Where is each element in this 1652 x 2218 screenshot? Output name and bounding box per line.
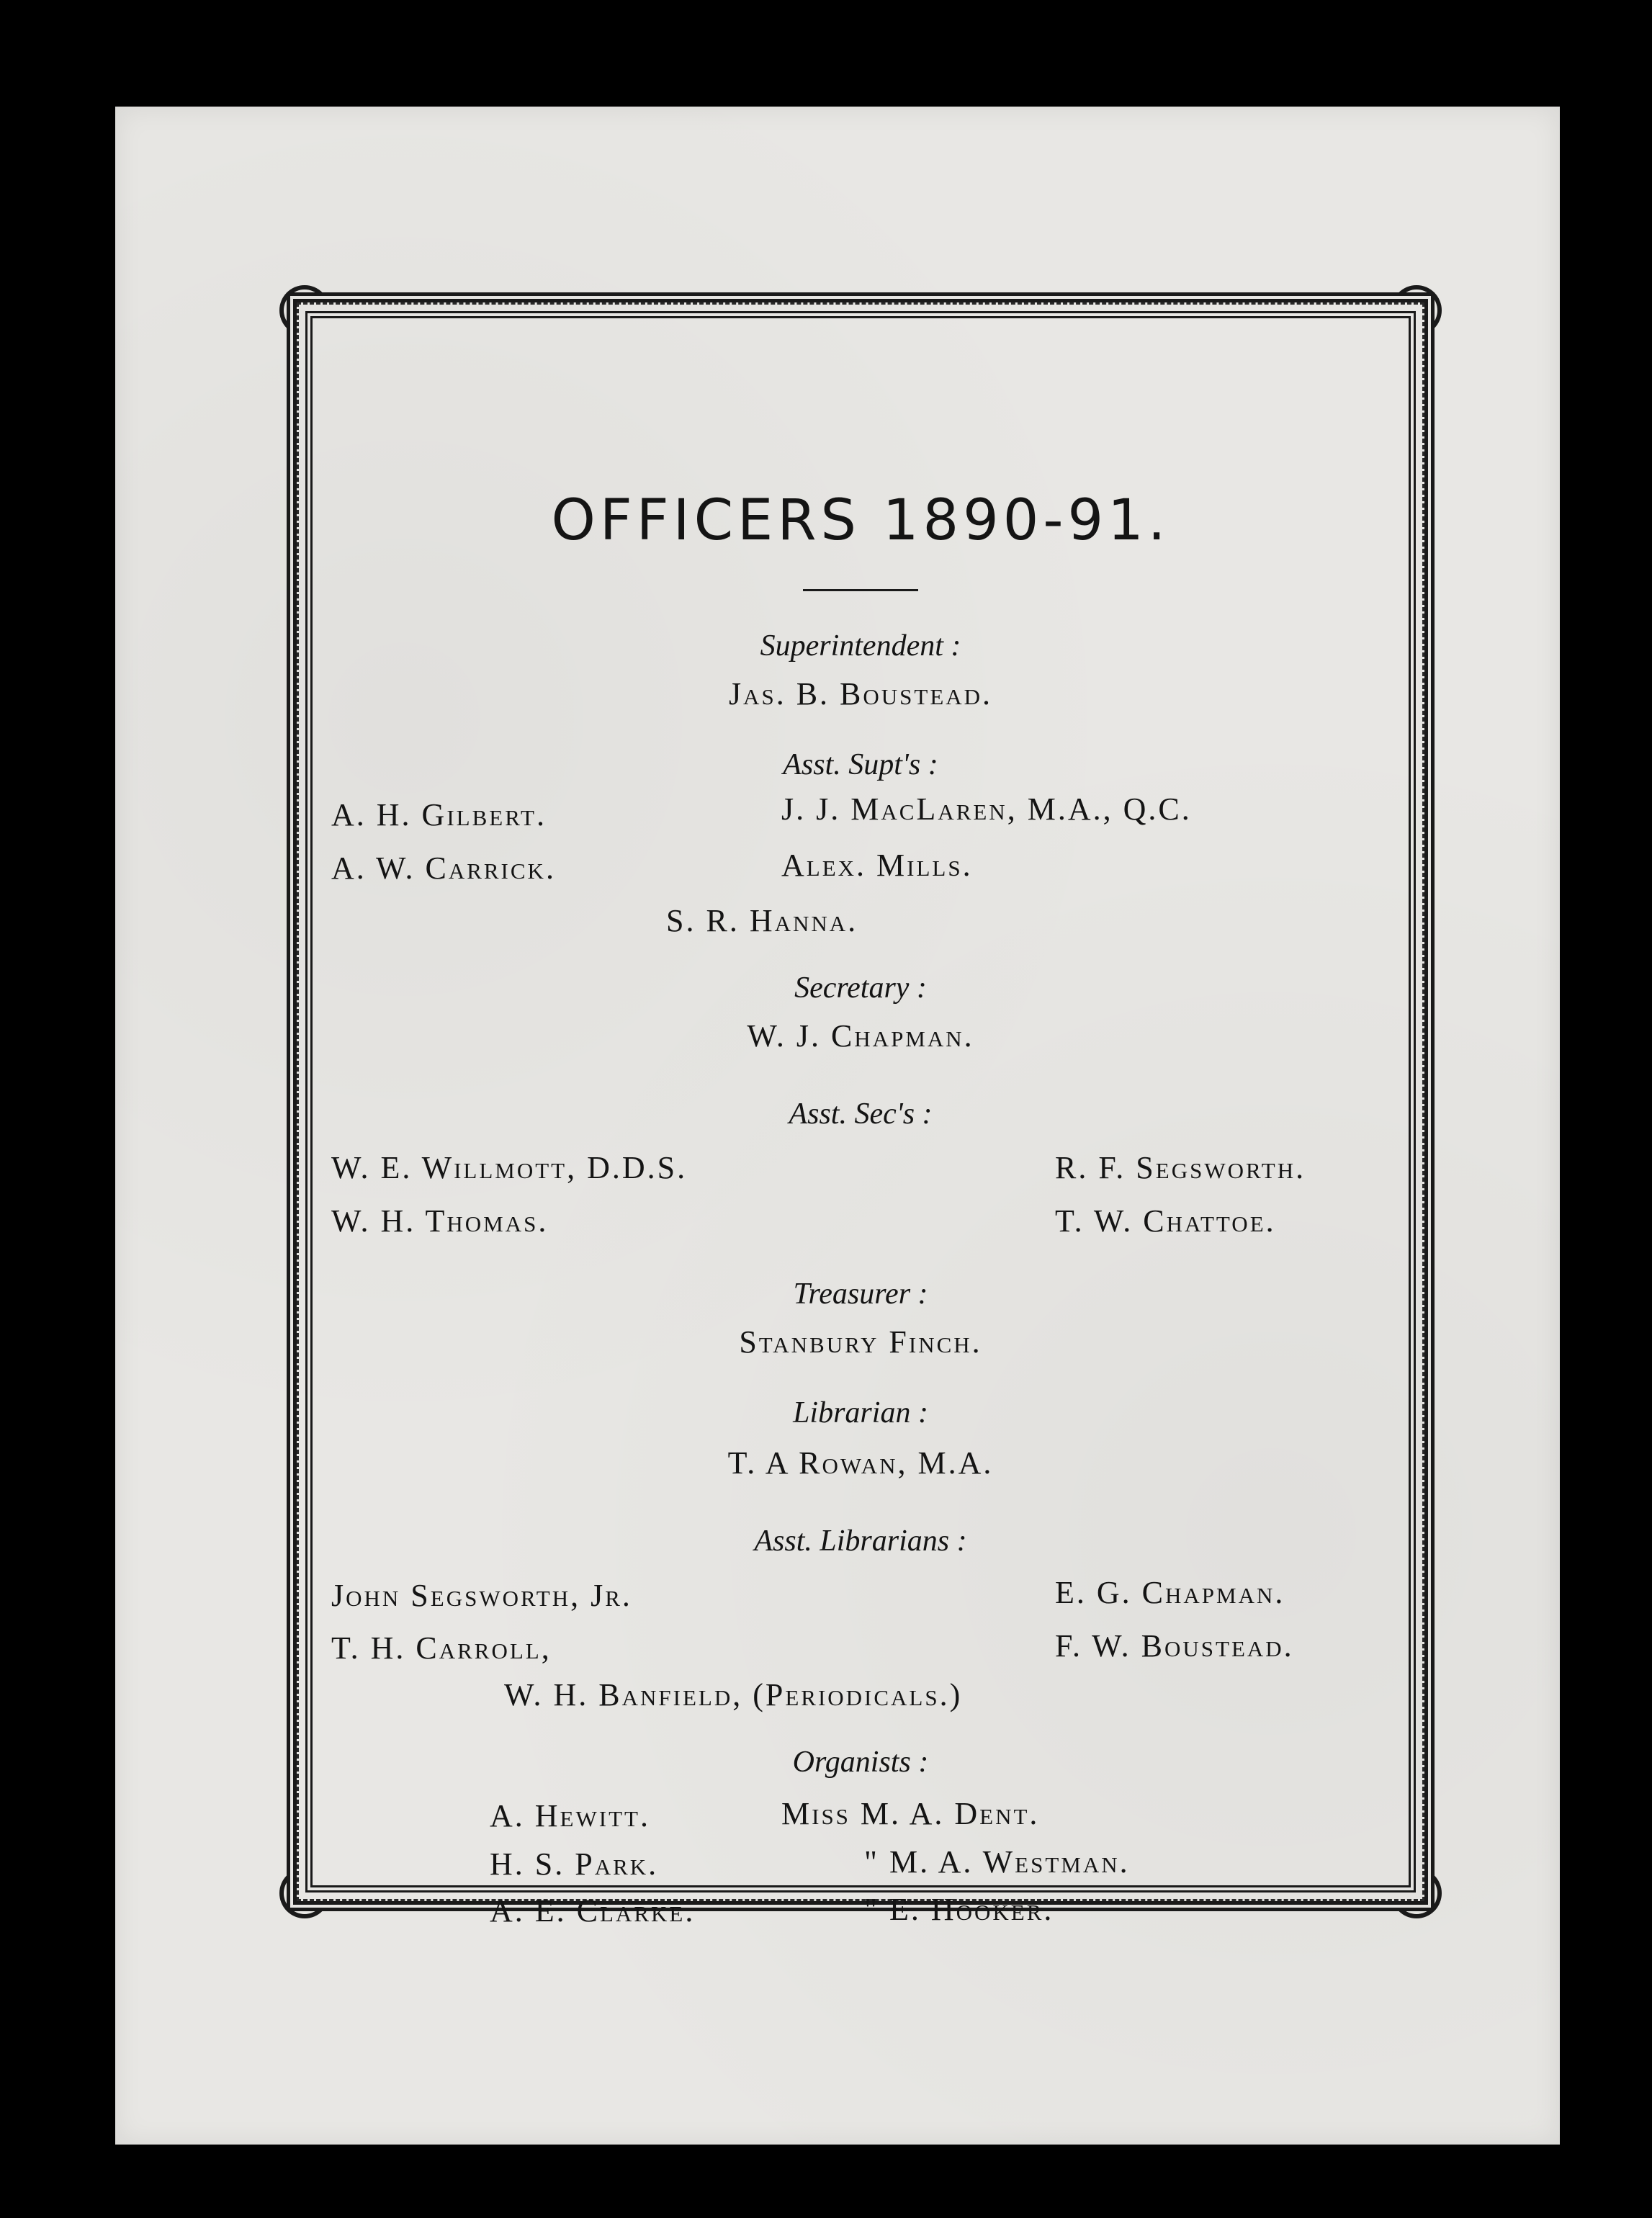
organist-name: A. Hewitt. (490, 1798, 650, 1833)
librarian-heading: Librarian : (793, 1396, 928, 1429)
asst-librarians-heading: Asst. Librarians : (754, 1525, 967, 1558)
asst-librarian-name: F. W. Boustead. (1055, 1628, 1294, 1664)
organist-name: " E. Hooker. (864, 1892, 1054, 1927)
asst-supts-heading: Asst. Supt's : (783, 748, 938, 781)
secretary-name: W. J. Chapman. (747, 1018, 974, 1054)
asst-supt-name: A. H. Gilbert. (331, 797, 547, 832)
asst-supt-name: J. J. MacLaren, M.A., Q.C. (781, 791, 1192, 827)
asst-sec-name: W. H. Thomas. (331, 1203, 549, 1239)
asst-sec-name: T. W. Chattoe. (1055, 1203, 1276, 1239)
organist-name: Miss M. A. Dent. (781, 1796, 1040, 1831)
asst-librarian-name: E. G. Chapman. (1055, 1575, 1285, 1610)
asst-librarian-name: W. H. Banfield, (Periodicals.) (504, 1677, 963, 1712)
librarian-name: T. A Rowan, M.A. (727, 1445, 994, 1481)
title-rule (803, 589, 918, 591)
organist-name: H. S. Park. (490, 1846, 659, 1882)
page-title: OFFICERS 1890-91. (551, 488, 1170, 553)
asst-supt-name: S. R. Hanna. (666, 903, 858, 938)
secretary-heading: Secretary : (794, 971, 927, 1005)
organist-name: " M. A. Westman. (864, 1844, 1130, 1880)
asst-sec-name: R. F. Segsworth. (1055, 1150, 1306, 1185)
treasurer-name: Stanbury Finch. (739, 1324, 982, 1360)
asst-librarian-name: T. H. Carroll, (331, 1630, 552, 1666)
organist-name: A. E. Clarke. (490, 1893, 696, 1929)
asst-sec-name: W. E. Willmott, D.D.S. (331, 1150, 688, 1185)
asst-secs-heading: Asst. Sec's : (789, 1097, 933, 1131)
superintendent-heading: Superintendent : (760, 629, 961, 663)
organists-heading: Organists : (792, 1746, 929, 1779)
officers-list (317, 323, 1404, 1929)
document-page (115, 107, 1560, 2145)
treasurer-heading: Treasurer : (793, 1278, 928, 1311)
asst-supt-name: A. W. Carrick. (331, 850, 556, 886)
superintendent-name: Jas. B. Boustead. (728, 676, 993, 711)
asst-librarian-name: John Segsworth, Jr. (331, 1578, 632, 1613)
asst-supt-name: Alex. Mills. (781, 848, 973, 883)
